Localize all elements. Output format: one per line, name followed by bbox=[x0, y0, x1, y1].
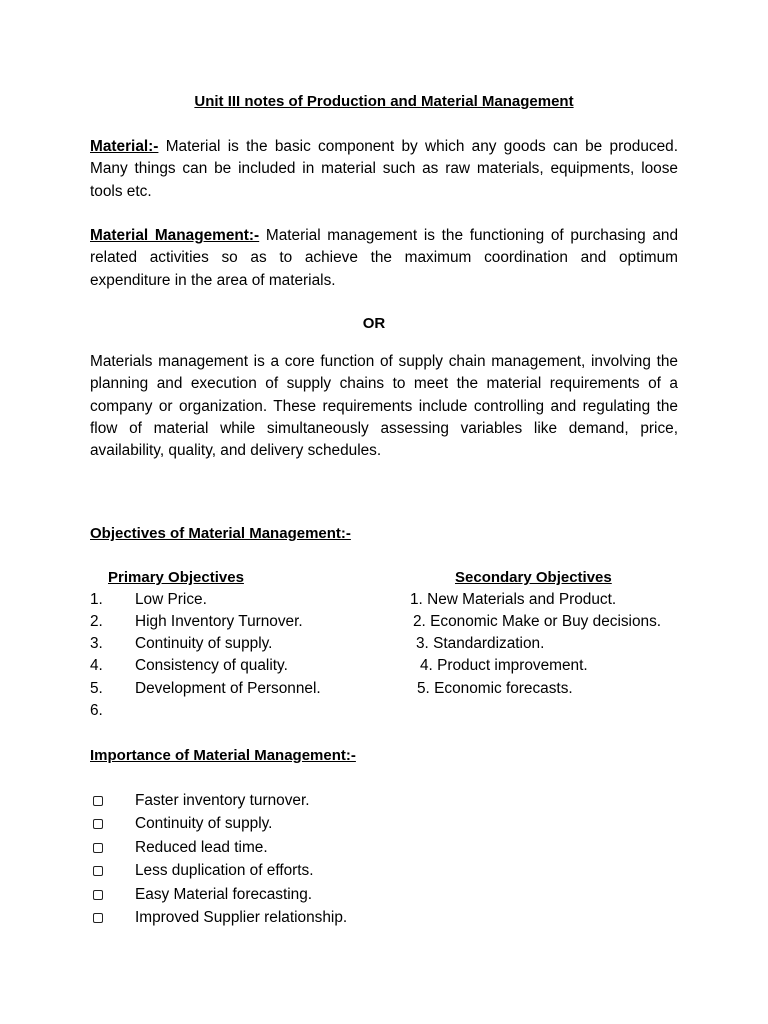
item-text: Continuity of supply. bbox=[135, 815, 273, 832]
item-text: Less duplication of efforts. bbox=[135, 862, 314, 879]
material-paragraph bbox=[90, 136, 678, 203]
item-text: Improved Supplier relationship. bbox=[135, 909, 348, 926]
item-text: Easy Material forecasting. bbox=[135, 886, 313, 903]
item-text: Development of Personnel. bbox=[135, 680, 321, 697]
checkbox-icon bbox=[93, 890, 103, 900]
objectives-heading: Objectives of Material Management:- bbox=[90, 525, 351, 542]
item-number: 2. bbox=[90, 613, 103, 630]
secondary-objective-item: 1. New Materials and Product. bbox=[410, 591, 617, 608]
item-text: Reduced lead time. bbox=[135, 839, 268, 856]
checkbox-icon bbox=[93, 843, 103, 853]
material-management-text: Material management is the functioning of purchasing and related activities so as to achieve the maximum coordination and optimum expenditure in the area of materials. bbox=[90, 227, 679, 289]
item-text: Consistency of quality. bbox=[135, 657, 288, 674]
item-text: Low Price. bbox=[135, 591, 207, 608]
page-title: Unit III notes of Production and Material Management bbox=[194, 93, 574, 110]
material-text: Material is the basic component by which any goods can be produced. Many things can be included in material such as raw materials, equipments, loose tools etc. bbox=[90, 138, 678, 200]
secondary-objective-item: 2. Economic Make or Buy decisions. bbox=[413, 613, 662, 630]
item-text: Faster inventory turnover. bbox=[135, 792, 310, 809]
secondary-objective-item: 5. Economic forecasts. bbox=[417, 680, 573, 697]
checkbox-icon bbox=[93, 913, 103, 923]
item-number: 4. bbox=[90, 657, 103, 674]
secondary-objectives-heading: Secondary Objectives bbox=[455, 569, 612, 586]
item-text: High Inventory Turnover. bbox=[135, 613, 303, 630]
alt-definition-paragraph: Materials management is a core function of supply chain management, involving the planning and execution of supply chains to meet the material requirements of a company or organization. These requirements include controlling and regulating the flow of material while simultaneously assessing variables like demand, price, availability, quality, and delivery schedules. bbox=[90, 353, 678, 460]
secondary-objective-item: 4. Product improvement. bbox=[420, 657, 588, 674]
checkbox-icon bbox=[93, 796, 103, 806]
secondary-objective-item: 3. Standardization. bbox=[416, 635, 545, 652]
or-divider: OR bbox=[362, 315, 386, 332]
material-management-label: Material Management:- bbox=[90, 227, 260, 244]
material-management-paragraph bbox=[90, 225, 678, 292]
checkbox-icon bbox=[93, 819, 103, 829]
item-number: 6. bbox=[90, 702, 103, 719]
material-label: Material:- bbox=[90, 138, 159, 155]
primary-objectives-heading: Primary Objectives bbox=[108, 569, 244, 586]
item-text: Continuity of supply. bbox=[135, 635, 273, 652]
item-number: 3. bbox=[90, 635, 103, 652]
checkbox-icon bbox=[93, 866, 103, 876]
importance-heading: Importance of Material Management:- bbox=[90, 747, 356, 764]
item-number: 5. bbox=[90, 680, 103, 697]
item-number: 1. bbox=[90, 591, 103, 608]
